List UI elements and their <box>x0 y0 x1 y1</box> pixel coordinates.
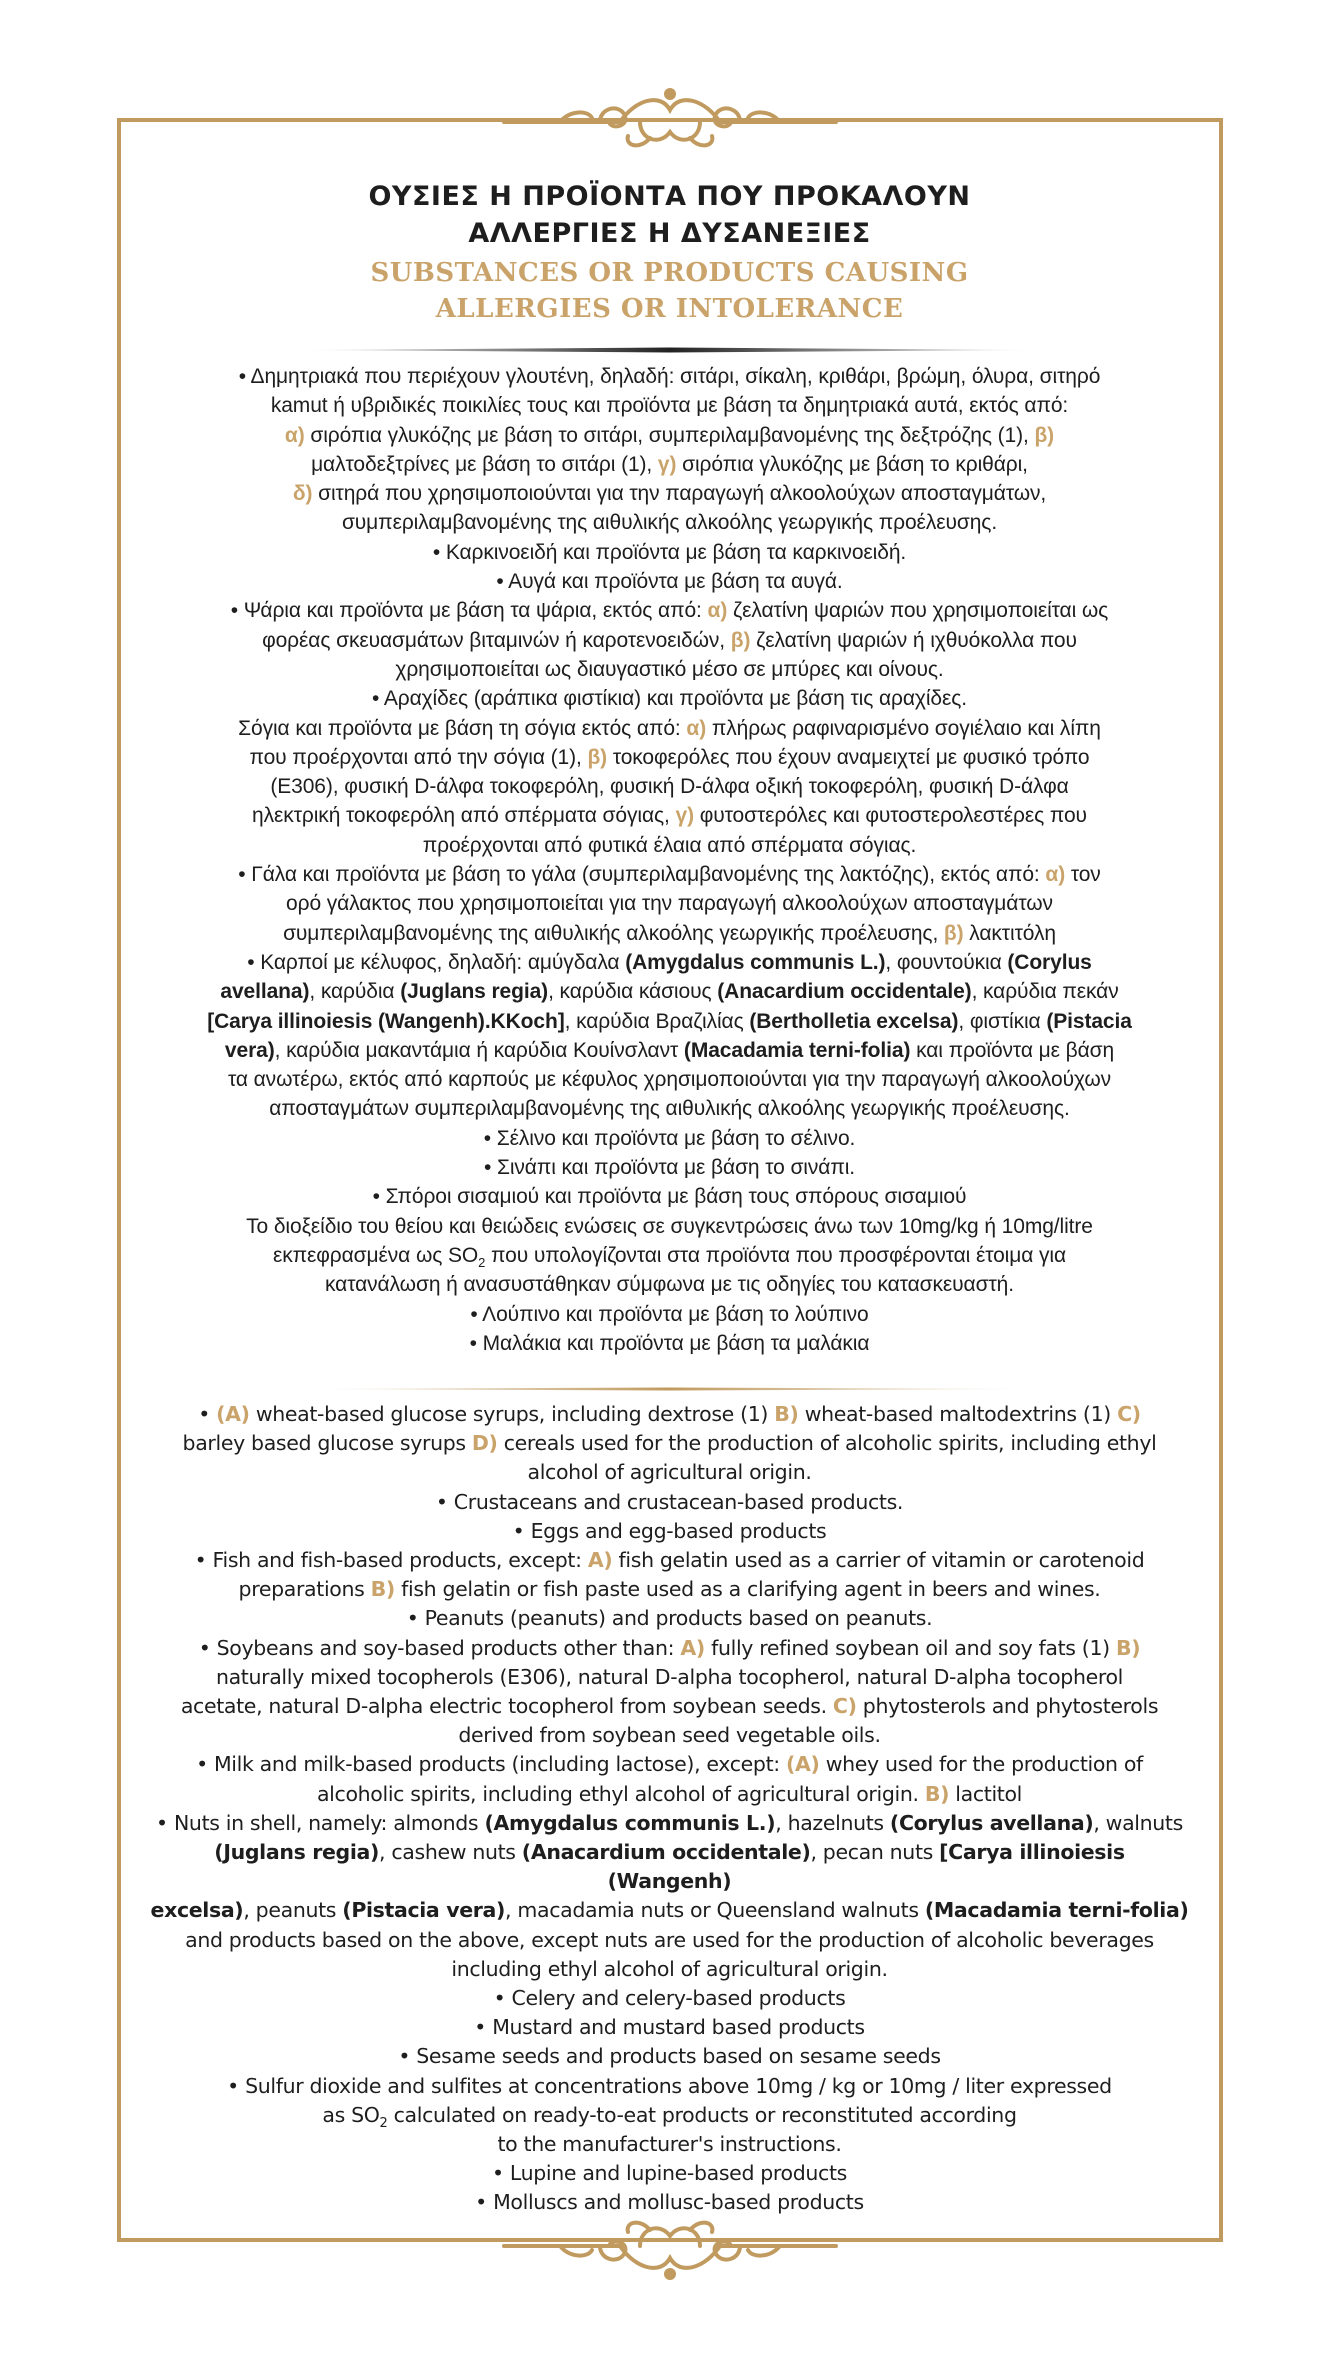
greek-text-line <box>150 626 1189 655</box>
greek-text-line <box>150 479 1189 508</box>
text-segment: naturally mixed tocopherols (E306), natural D-alpha tocopherol, natural D-alpha tocopherol <box>215 1664 1124 1689</box>
botanical-name: excelsa) <box>150 1898 244 1923</box>
text-segment: μαλτοδεξτρίνες με βάση το σιτάρι (1), <box>311 452 658 476</box>
text-segment: χρησιμοποιείται ως διαυγαστικό μέσο σε μπύρες και οίνους. <box>395 657 944 681</box>
text-segment: ζελατίνη ψαριών ή ιχθυόκολλα που <box>750 628 1077 652</box>
english-text-line <box>150 1488 1189 1517</box>
ornamental-flourish-icon <box>500 80 840 156</box>
text-segment: • Fish and fish-based products, except: <box>194 1548 588 1573</box>
subscript: 2 <box>379 2115 388 2131</box>
greek-text-line <box>150 508 1189 537</box>
text-segment: φορέας σκευασμάτων βιταμινών ή καροτενοειδών, <box>262 628 731 652</box>
text-segment: • Καρκινοειδή και προϊόντα με βάση τα καρκινοειδή. <box>432 540 907 564</box>
english-text-line <box>150 1780 1189 1809</box>
text-segment: fully refined soybean oil and soy fats (1) <box>704 1635 1116 1660</box>
greek-text-line <box>150 977 1189 1006</box>
text-segment: • Soybeans and soy-based products other than: <box>198 1635 681 1660</box>
greek-text-line <box>150 538 1189 567</box>
text-segment: fish gelatin used as a carrier of vitamin or carotenoid <box>612 1548 1145 1573</box>
text-segment: • Crustaceans and crustacean-based products. <box>435 1489 904 1514</box>
english-text-line <box>150 1429 1189 1458</box>
text-segment: • Σινάπι και προϊόντα με βάση το σινάπι. <box>483 1156 856 1180</box>
text-segment: σιρόπια γλυκόζης με βάση το κριθάρι, <box>676 452 1028 476</box>
greek-text-line <box>150 1241 1189 1270</box>
greek-text-line <box>150 831 1189 860</box>
text-segment: λακτιτόλη <box>963 921 1056 945</box>
greek-text-line <box>150 655 1189 684</box>
text-segment: wheat-based glucose syrups, including dextrose (1) <box>249 1402 775 1426</box>
english-text-line <box>150 1692 1189 1721</box>
greek-text-line <box>150 1153 1189 1182</box>
greek-text-line <box>150 567 1189 596</box>
item-marker: α) <box>707 599 728 623</box>
greek-text-line <box>150 801 1189 830</box>
title-divider <box>300 347 1039 353</box>
english-text-line <box>150 1458 1189 1487</box>
text-segment: , καρύδια κάσιους <box>548 980 718 1004</box>
text-segment: σιρόπια γλυκόζης με βάση το σιτάρι, συμπεριλαμβανομένης της δεξτρόζης (1), <box>304 423 1035 447</box>
text-segment: • Σπόροι σισαμιού και προϊόντα με βάση τους σπόρους σισαμιού <box>372 1185 967 1209</box>
text-segment: • Δημητριακά που περιέχουν γλουτένη, δηλαδή: σιτάρι, σίκαλη, κριθάρι, βρώμη, όλυρα, σιτηρό <box>238 365 1101 388</box>
greek-text-line <box>150 1329 1189 1358</box>
english-text-line <box>150 1926 1189 1955</box>
botanical-name: (Pistacia <box>1046 1009 1132 1033</box>
english-text-line <box>150 1809 1189 1838</box>
greek-text-line <box>150 1300 1189 1329</box>
english-text-line <box>150 2013 1189 2042</box>
text-segment: whey used for the production of <box>819 1752 1143 1777</box>
section-divider <box>300 1386 1039 1392</box>
text-segment: , καρύδια πεκάν <box>971 980 1119 1004</box>
item-marker: α) <box>1045 863 1066 887</box>
item-marker: β) <box>1034 423 1055 447</box>
greek-text-line <box>150 391 1189 420</box>
text-segment: • Σέλινο και προϊόντα με βάση το σέλινο. <box>483 1126 856 1150</box>
item-marker: B) <box>924 1781 950 1806</box>
text-segment: Το διοξείδιο του θείου και θειώδεις ενώσεις σε συγκεντρώσεις άνω των 10mg/kg ή 10mg/litre <box>246 1214 1093 1238</box>
text-segment: , φιστίκια <box>958 1009 1047 1033</box>
text-segment: ηλεκτρική τοκοφερόλη από σπέρματα σόγιας, <box>252 804 676 828</box>
text-segment: , φουντούκια <box>885 950 1008 974</box>
item-marker: B) <box>370 1577 395 1602</box>
botanical-name: [Carya illinoiesis (Wangenh).KKoch] <box>207 1009 565 1033</box>
text-segment: κατανάλωση ή ανασυστάθηκαν σύμφωνα με τις οδηγίες του κατασκευαστή. <box>325 1273 1014 1297</box>
english-text-line <box>150 1721 1189 1750</box>
text-segment: • Peanuts (peanuts) and products based on peanuts. <box>406 1606 933 1631</box>
english-text-line <box>150 2159 1189 2188</box>
item-marker: A) <box>587 1548 613 1573</box>
item-marker: C) <box>832 1694 857 1719</box>
ornamental-flourish-icon <box>500 2212 840 2288</box>
english-text-line <box>150 1955 1189 1984</box>
text-segment: derived from soybean seed vegetable oils. <box>458 1723 881 1748</box>
english-text-line <box>150 1896 1189 1925</box>
greek-text-line <box>150 948 1189 977</box>
english-title-line-2: ALLERGIES OR INTOLERANCE <box>435 294 904 324</box>
botanical-name: (Anacardium occidentale) <box>717 980 972 1004</box>
text-segment: • Ψάρια και προϊόντα με βάση τα ψάρια, εκτός από: <box>230 599 708 623</box>
text-segment: που προέρχονται από την σόγια (1), <box>249 745 588 769</box>
english-text-line <box>150 1663 1189 1692</box>
text-segment: • Celery and celery-based products <box>493 1986 846 2011</box>
text-segment: , pecan nuts <box>810 1840 940 1865</box>
text-segment: , macadamia nuts or Queensland walnuts <box>505 1898 925 1923</box>
greek-text-line <box>150 1094 1189 1123</box>
text-segment: πλήρως ραφιναρισμένο σογιέλαιο και λίπη <box>706 716 1101 740</box>
greek-text-line <box>150 1212 1189 1241</box>
text-segment: , peanuts <box>243 1898 343 1923</box>
botanical-name: (Macadamia terni-folia) <box>683 1038 911 1062</box>
text-segment: (E306), φυσική D-άλφα τοκοφερόλη, φυσική D-άλφα οξική τοκοφερόλη, φυσική D-άλφα <box>270 775 1069 799</box>
item-marker: C) <box>1117 1402 1141 1426</box>
botanical-name: (Bertholletia excelsa) <box>749 1009 959 1033</box>
item-marker: γ) <box>675 804 694 828</box>
text-segment: που υπολογίζονται στα προϊόντα που προσφέρονται έτοιμα για <box>485 1243 1067 1267</box>
text-segment: προέρχονται από φυτικά έλαια από σπέρματα σόγιας. <box>422 833 917 857</box>
item-marker: B) <box>774 1402 799 1426</box>
text-segment: phytosterols and phytosterols <box>856 1694 1159 1719</box>
text-segment: , καρύδια <box>309 980 401 1004</box>
botanical-name: (Corylus <box>1007 950 1092 974</box>
english-text-line <box>150 1575 1189 1604</box>
greek-text-line <box>150 596 1189 625</box>
text-segment: σιτηρά που χρησιμοποιούνται για την παραγωγή αλκοολούχων αποσταγμάτων, <box>312 482 1047 506</box>
botanical-name: vera) <box>224 1038 275 1062</box>
text-segment: συμπεριλαμβανομένης της αιθυλικής αλκοόλης γεωργικής προέλευσης. <box>341 511 998 535</box>
text-segment: to the manufacturer's instructions. <box>497 2132 842 2157</box>
greek-text-line <box>150 1270 1189 1299</box>
text-segment: • Sulfur dioxide and sulfites at concentrations above 10mg / kg or 10mg / liter expressed <box>227 2073 1112 2098</box>
text-segment: fish gelatin or fish paste used as a clarifying agent in beers and wines. <box>394 1577 1101 1602</box>
greek-text-line <box>150 684 1189 713</box>
english-text-line <box>150 1634 1189 1663</box>
text-segment: preparations <box>238 1577 371 1602</box>
text-segment: • Mustard and mustard based products <box>474 2015 865 2040</box>
botanical-name: avellana) <box>220 980 310 1004</box>
greek-text-line <box>150 421 1189 450</box>
text-segment: , καρύδια μακαντάμια ή καρύδια Κουίνσλαντ <box>274 1038 684 1062</box>
text-segment: • Molluscs and mollusc-based products <box>475 2190 864 2215</box>
english-text-line <box>150 1984 1189 2013</box>
greek-text-line <box>150 1036 1189 1065</box>
text-segment: , cashew nuts <box>379 1840 522 1865</box>
botanical-name: (Anacardium occidentale) <box>521 1840 811 1865</box>
text-segment: lactitol <box>949 1781 1023 1806</box>
english-text-line <box>150 1546 1189 1575</box>
text-segment: εκπεφρασμένα ως SO <box>272 1243 479 1267</box>
greek-text-line <box>150 362 1189 391</box>
item-marker: D) <box>471 1431 498 1456</box>
text-segment: acetate, natural D-alpha electric tocopherol from soybean seeds. <box>180 1694 833 1719</box>
english-text-line <box>150 1604 1189 1633</box>
text-segment: συμπεριλαμβανομένης της αιθυλικής αλκοόλης γεωργικής προέλευσης, <box>283 921 944 945</box>
english-text-line <box>150 1750 1189 1779</box>
botanical-name: [Carya illinoiesis (Wangenh) <box>607 1840 1125 1894</box>
greek-text-line <box>150 714 1189 743</box>
english-text-line <box>150 2130 1189 2159</box>
greek-title-line-2: ΑΛΛΕΡΓΙΕΣ Η ΔΥΣΑΝΕΞΙΕΣ <box>468 218 871 249</box>
text-segment: • Sesame seeds and products based on sesame seeds <box>398 2044 941 2069</box>
english-text-line <box>150 2072 1189 2101</box>
english-title-line-1: SUBSTANCES OR PRODUCTS CAUSING <box>370 258 969 288</box>
text-segment: alcohol of agricultural origin. <box>527 1460 812 1485</box>
text-segment: • Nuts in shell, namely: almonds <box>156 1810 485 1835</box>
text-segment: , καρύδια Βραζιλίας <box>564 1009 750 1033</box>
text-segment: barley based glucose syrups <box>182 1431 472 1456</box>
greek-text-line <box>150 772 1189 801</box>
english-text-line <box>150 1517 1189 1546</box>
item-marker: (A) <box>785 1752 820 1777</box>
text-segment: • Μαλάκια και προϊόντα με βάση τα μαλάκια <box>469 1331 870 1355</box>
greek-allergen-list <box>150 362 1189 1358</box>
botanical-name: (Juglans regia) <box>400 980 549 1004</box>
item-marker: (A) <box>216 1402 250 1426</box>
botanical-name: (Amygdalus communis L.) <box>625 950 886 974</box>
greek-text-line <box>150 743 1189 772</box>
item-marker: B) <box>1115 1635 1141 1660</box>
greek-title-line-1: ΟΥΣΙΕΣ Η ΠΡΟΪΟΝΤΑ ΠΟΥ ΠΡΟΚΑΛΟΥΝ <box>368 181 971 212</box>
botanical-name: (Macadamia terni-folia) <box>924 1898 1189 1923</box>
text-segment: αποσταγμάτων συμπεριλαμβανομένης της αιθυλικής αλκοόλης γεωργικής προέλευσης. <box>269 1097 1070 1121</box>
item-marker: δ) <box>292 482 313 506</box>
text-segment: kamut ή υβριδικές ποικιλίες τους και προϊόντα με βάση τα δημητριακά αυτά, εκτός από: <box>270 394 1069 418</box>
text-segment: και προϊόντα με βάση <box>910 1038 1115 1062</box>
text-segment: , walnuts <box>1093 1810 1183 1835</box>
item-marker: γ) <box>657 452 677 476</box>
text-segment: calculated on ready-to-eat products or reconstituted according <box>387 2102 1017 2127</box>
greek-text-line <box>150 1124 1189 1153</box>
text-segment: • Milk and milk-based products (including lactose), except: <box>196 1752 786 1777</box>
text-segment: • Αυγά και προϊόντα με βάση τα αυγά. <box>496 570 843 594</box>
text-segment: , hazelnuts <box>775 1810 890 1835</box>
text-segment: ορό γάλακτος που χρησιμοποιείται για την παραγωγή αλκοολούχων αποσταγμάτων <box>286 892 1053 916</box>
text-segment: as SO <box>322 2102 380 2127</box>
text-segment: and products based on the above, except nuts are used for the production of alcoholic beverages <box>185 1927 1154 1952</box>
text-segment: φυτοστερόλες και φυτοστερολεστέρες που <box>693 804 1087 828</box>
english-allergen-list <box>150 1400 1189 2218</box>
text-segment: Σόγια και προϊόντα με βάση τη σόγια εκτός από: <box>238 716 687 740</box>
text-segment: cereals used for the production of alcoholic spirits, including ethyl <box>497 1431 1157 1456</box>
text-segment: • Λούπινο και προϊόντα με βάση το λούπινο <box>470 1302 869 1326</box>
text-segment: • Γάλα και προϊόντα με βάση το γάλα (συμπεριλαμβανομένης της λακτόζης), εκτός από: <box>238 863 1046 887</box>
item-marker: β) <box>730 628 751 652</box>
text-segment: τοκοφερόλες που έχουν αναμειχτεί με φυσικό τρόπο <box>607 745 1090 769</box>
text-segment: ζελατίνη ψαριών που χρησιμοποιείται ως <box>727 599 1109 623</box>
title-block <box>150 178 1189 328</box>
item-marker: α) <box>686 716 707 740</box>
subscript: 2 <box>478 1255 486 1271</box>
text-segment: τα ανωτέρω, εκτός από καρπούς με κέφυλος χρησιμοποιούνται για την παραγωγή αλκοολούχων <box>227 1068 1112 1092</box>
greek-text-line <box>150 1182 1189 1211</box>
text-segment: τον <box>1065 863 1101 887</box>
text-segment: wheat-based maltodextrins (1) <box>798 1402 1118 1426</box>
item-marker: β) <box>943 921 964 945</box>
english-text-line <box>150 1838 1189 1896</box>
text-segment: • Αραχίδες (αράπικα φιστίκια) και προϊόντα με βάση τις αραχίδες. <box>372 687 967 711</box>
greek-text-line <box>150 919 1189 948</box>
text-segment: • Καρποί με κέλυφος, δηλαδή: αμύγδαλα <box>247 950 626 974</box>
greek-text-line <box>150 889 1189 918</box>
text-segment: including ethyl alcohol of agricultural origin. <box>451 1956 888 1981</box>
item-marker: A) <box>680 1635 705 1660</box>
item-marker: α) <box>284 423 305 447</box>
botanical-name: (Amygdalus communis L.) <box>484 1810 776 1835</box>
botanical-name: (Pistacia vera) <box>342 1898 506 1923</box>
botanical-name: (Corylus avellana) <box>889 1810 1094 1835</box>
text-segment: • Eggs and egg-based products <box>512 1518 827 1543</box>
english-text-line <box>150 2101 1189 2130</box>
greek-text-line <box>150 1065 1189 1094</box>
greek-text-line <box>150 450 1189 479</box>
text-segment: alcoholic spirits, including ethyl alcohol of agricultural origin. <box>316 1781 925 1806</box>
botanical-name: (Juglans regia) <box>214 1840 380 1865</box>
english-text-line <box>150 2042 1189 2071</box>
item-marker: β) <box>587 745 608 769</box>
greek-text-line <box>150 860 1189 889</box>
greek-text-line <box>150 1007 1189 1036</box>
text-segment: • Lupine and lupine-based products <box>492 2161 847 2186</box>
text-segment: • <box>198 1402 217 1426</box>
english-text-line <box>150 1400 1189 1429</box>
